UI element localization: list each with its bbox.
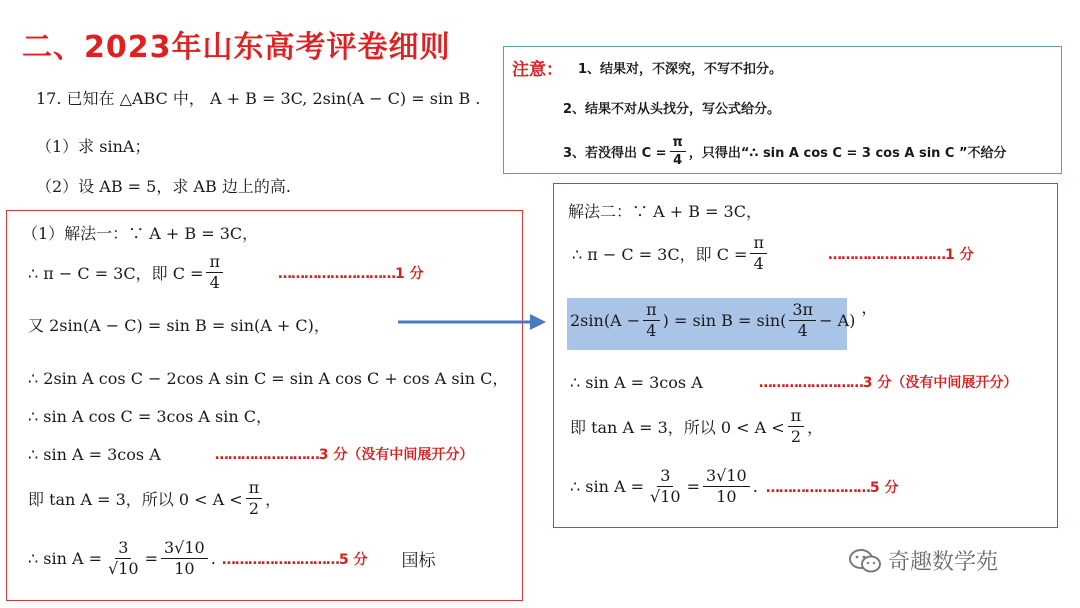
note-item-3-pre: 3、若没得出 C = [563, 146, 667, 161]
note-item-3 [563, 136, 1007, 167]
method-1-line-6 [28, 444, 473, 464]
method-2-line-5-post: ， [807, 418, 824, 437]
fraction-den: 4 [797, 321, 808, 340]
score-dots: …………………… [758, 375, 863, 391]
method-2-line-6-text: ∴ sin A = [570, 477, 645, 496]
method-2-line-6 [570, 468, 898, 505]
fraction-den: 4 [646, 321, 657, 340]
method-1-line-7-text: 即 tan A = 3，所以 0 < A < [28, 490, 243, 509]
score-label: 3 分（没有中间展开分） [318, 447, 474, 463]
problem-part-2: （2）设 AB = 5，求 AB 边上的高. [36, 177, 291, 196]
problem-part-1: （1）求 sinA； [36, 137, 151, 156]
method-2-line-4 [570, 372, 1017, 392]
fraction-num: π [643, 302, 660, 321]
watermark [848, 545, 998, 576]
score-dots: …………………… [765, 479, 870, 496]
method-1-line-7 [28, 480, 281, 517]
note-fraction-den: 4 [673, 153, 683, 168]
method-1-line-2 [28, 254, 424, 291]
score-label: 1 分 [394, 265, 424, 282]
method-2-line-2 [572, 235, 974, 272]
method-1-line-8-text: ∴ sin A = [28, 549, 103, 568]
period: . [210, 549, 216, 568]
method-1-fraction-3sqrt10-10 [161, 540, 208, 577]
method-2-fraction-3sqrt10-10 [703, 468, 750, 505]
page-title: 二、2023年山东高考评卷细则 [22, 30, 451, 65]
fraction-num: π [788, 408, 805, 427]
fraction-num: π [750, 235, 767, 254]
method-1-line-2-text: ∴ π − C = 3C，即 C = [28, 264, 204, 283]
method-2-line-4-text: ∴ sin A = 3cos A [570, 372, 703, 392]
fraction-num: 3√10 [161, 540, 208, 559]
fraction-den: 2 [790, 427, 801, 446]
method-2-fraction-pi-2 [788, 408, 805, 445]
method-1-line-1 [22, 221, 258, 244]
method-2-score-3 [759, 372, 1018, 392]
method-2-line-3-comma: ， [861, 298, 878, 317]
method-1-line-6-text: ∴ sin A = 3cos A [28, 444, 161, 464]
equals-sign: = [144, 549, 158, 568]
fraction-den: 10 [716, 487, 737, 506]
method-2-fraction-pi-4 [750, 235, 767, 272]
problem-condition: A + B = 3C, 2sin(A − C) = sin B . [209, 89, 481, 108]
score-dots: ……………………… [827, 246, 945, 263]
fraction-num: π [206, 254, 223, 273]
method-2-line-3-text: 2sin(A − [570, 311, 641, 330]
method-1-score-5 [222, 549, 368, 569]
score-label: 3 分（没有中间展开分） [862, 375, 1018, 391]
note-fraction [670, 136, 686, 167]
method-2-line-2-text: ∴ π − C = 3C，即 C = [572, 245, 748, 264]
score-label: 5 分 [338, 551, 368, 568]
national-standard-tag: 国标 [401, 551, 436, 571]
note-item-2: 2、结果不对从头找分，写公式给分。 [563, 102, 781, 117]
note-item-1: 1、结果对，不深究，不写不扣分。 [578, 62, 783, 77]
method-1-line-7-post: ， [265, 490, 282, 509]
problem-number: 17. 已知在 [36, 89, 115, 108]
equals-sign: = [686, 477, 700, 496]
watermark-text: 奇趣数学苑 [888, 550, 999, 575]
method-1-line-1-text: （1）解法一：∵ A + B = 3C， [22, 224, 259, 243]
score-label: 5 分 [869, 479, 899, 496]
method-1-line-3: 又 2sin(A − C) = sin B = sin(A + C)， [28, 316, 330, 335]
problem-triangle: △ABC 中， [119, 89, 205, 108]
score-label: 1 分 [944, 246, 974, 263]
fraction-num: 3√10 [703, 468, 750, 487]
wechat-icon [848, 547, 882, 575]
method-1-fraction-pi-4 [206, 254, 223, 291]
method-2-line-5 [570, 408, 823, 445]
method-2-line-3 [570, 298, 878, 340]
score-dots: ……………………… [277, 265, 395, 282]
method-1-fraction-pi-2 [246, 480, 263, 517]
method-2-fraction-pi-4b [643, 302, 660, 339]
method-2-line-3-mid: ) = sin B = sin( [662, 311, 787, 330]
method-1-line-8 [28, 540, 435, 577]
fraction-num: 3 [115, 540, 131, 559]
fraction-den: √10 [108, 559, 139, 578]
method-2-line-5-text: 即 tan A = 3，所以 0 < A < [570, 418, 785, 437]
method-1-score-1 [278, 263, 424, 283]
method-2-fraction-3pi-4 [789, 302, 816, 339]
note-fraction-num: π [670, 136, 686, 152]
fraction-num: 3π [789, 302, 816, 321]
score-dots: ……………………… [221, 551, 339, 568]
fraction-den: 2 [248, 499, 259, 518]
fraction-den: √10 [650, 487, 681, 506]
note-label: 注意： [512, 60, 563, 80]
fraction-den: 4 [209, 273, 220, 292]
score-dots: …………………… [214, 447, 319, 463]
fraction-num: 3 [657, 468, 673, 487]
method-1-line-4: ∴ 2sin A cos C − 2cos A sin C = sin A cos C + cos A sin C， [28, 369, 509, 388]
method-1-fraction-3-sqrt10 [105, 540, 142, 577]
fraction-den: 10 [174, 559, 195, 578]
method-2-line-3-post: − A) [819, 311, 856, 330]
method-1-score-3 [215, 444, 474, 464]
method-2-line-1: 解法二：∵ A + B = 3C， [568, 202, 762, 221]
period: . [752, 477, 758, 496]
method-2-score-1 [828, 244, 974, 264]
fraction-num: π [246, 480, 263, 499]
arrow-right-icon [396, 310, 548, 334]
method-1-line-5: ∴ sin A cos C = 3cos A sin C， [28, 407, 273, 426]
method-2-fraction-3-sqrt10 [647, 468, 684, 505]
fraction-den: 4 [753, 254, 764, 273]
method-2-score-5 [766, 477, 899, 497]
note-item-3-post: ，只得出“∴ sin A cos C = 3 cos A sin C ”不给分 [688, 146, 1007, 161]
problem-statement [36, 86, 480, 109]
